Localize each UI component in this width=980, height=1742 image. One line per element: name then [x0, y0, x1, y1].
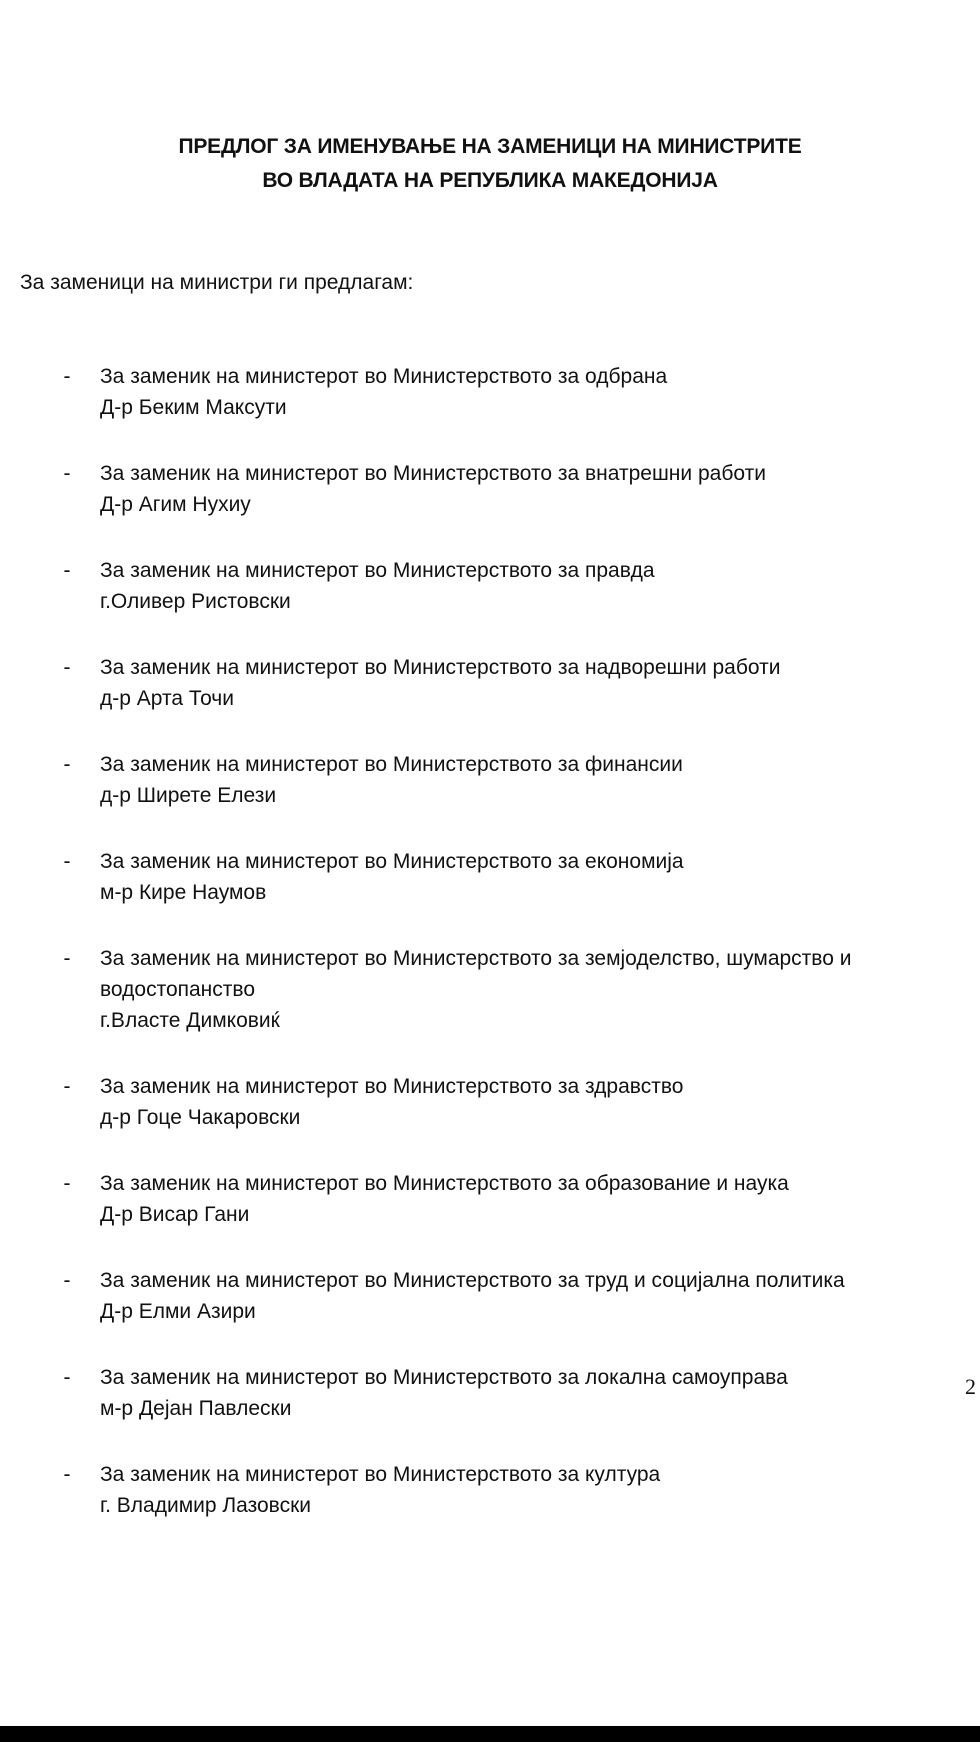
- position-line: За заменик на министерот во Министерството за локална самоуправа: [100, 1366, 788, 1389]
- title-line-2: ВО ВЛАДАТА НА РЕПУБЛИКА МАКЕДОНИЈА: [262, 169, 718, 192]
- bullet-dash: -: [63, 559, 71, 582]
- position-line: За заменик на министерот во Министерството за култура: [100, 1463, 661, 1486]
- bullet-dash: -: [63, 947, 71, 970]
- position-line: За заменик на министерот во Министерството за внатрешни работи: [100, 462, 766, 485]
- position-line: За заменик на министерот во Министерството за земјоделство, шумарство и: [100, 947, 852, 970]
- bottom-bar: [0, 1726, 980, 1742]
- position-line: За заменик на министерот во Министерството за надворешни работи: [100, 656, 781, 679]
- bullet-dash: -: [63, 753, 71, 776]
- bullet-dash: -: [63, 656, 71, 679]
- nominee-name: г.Оливер Ристовски: [100, 590, 291, 613]
- bullet-dash: -: [63, 462, 71, 485]
- position-line: За заменик на министерот во Министерството за образование и наука: [100, 1172, 789, 1195]
- list-item-body: [100, 749, 980, 811]
- list-item-body: [100, 1459, 980, 1521]
- list-item-body: [100, 1168, 980, 1230]
- bullet-dash: -: [63, 850, 71, 873]
- nominee-name: Д-р Агим Нухиу: [100, 493, 251, 516]
- list-item-body: [100, 943, 980, 1036]
- bullet-dash: -: [63, 1366, 71, 1389]
- bullet-dash: -: [63, 1463, 71, 1486]
- bullet-dash: -: [63, 1075, 71, 1098]
- nominee-name: Д-р Елми Азири: [100, 1300, 256, 1323]
- list-item-body: [100, 652, 980, 714]
- list-item-body: [100, 555, 980, 617]
- bullet-dash: -: [63, 1172, 71, 1195]
- nominee-name: г.Власте Димковиќ: [100, 1009, 280, 1032]
- intro-text: За заменици на министри ги предлагам:: [20, 271, 414, 294]
- list-item-body: [100, 458, 980, 520]
- position-line: За заменик на министерот во Министерството за одбрана: [100, 365, 668, 388]
- bullet-dash: -: [63, 1269, 71, 1292]
- position-line: За заменик на министерот во Министерството за здравство: [100, 1075, 684, 1098]
- document-title: [0, 130, 980, 198]
- nominee-name: г. Владимир Лазовски: [100, 1494, 312, 1517]
- list-item-body: [100, 361, 980, 423]
- position-line: За заменик на министерот во Министерството за труд и социјална политика: [100, 1269, 845, 1292]
- bullet-dash: -: [63, 365, 71, 388]
- nominee-name: м-р Дејан Павлески: [100, 1397, 292, 1420]
- nominee-name: м-р Кире Наумов: [100, 881, 267, 904]
- title-line-1: ПРЕДЛОГ ЗА ИМЕНУВАЊЕ НА ЗАМЕНИЦИ НА МИНИСТРИТЕ: [178, 135, 802, 158]
- position-line: За заменик на министерот во Министерството за финансии: [100, 753, 683, 776]
- nominee-name: д-р Арта Точи: [100, 687, 234, 710]
- position-line: За заменик на министерот во Министерството за правда: [100, 559, 655, 582]
- page-number: 2: [965, 1374, 976, 1399]
- list-item-body: [100, 846, 980, 908]
- nominee-name: Д-р Висар Гани: [100, 1203, 250, 1226]
- nominee-name: д-р Ширете Елези: [100, 784, 277, 807]
- position-line-continued: водостопанство: [100, 978, 255, 1001]
- nominee-name: д-р Гоце Чакаровски: [100, 1106, 301, 1129]
- list-item-body: [100, 1362, 980, 1424]
- list-item-body: [100, 1071, 980, 1133]
- position-line: За заменик на министерот во Министерството за економија: [100, 850, 684, 873]
- nominee-name: Д-р Беким Максути: [100, 396, 287, 419]
- list-item-body: [100, 1265, 980, 1327]
